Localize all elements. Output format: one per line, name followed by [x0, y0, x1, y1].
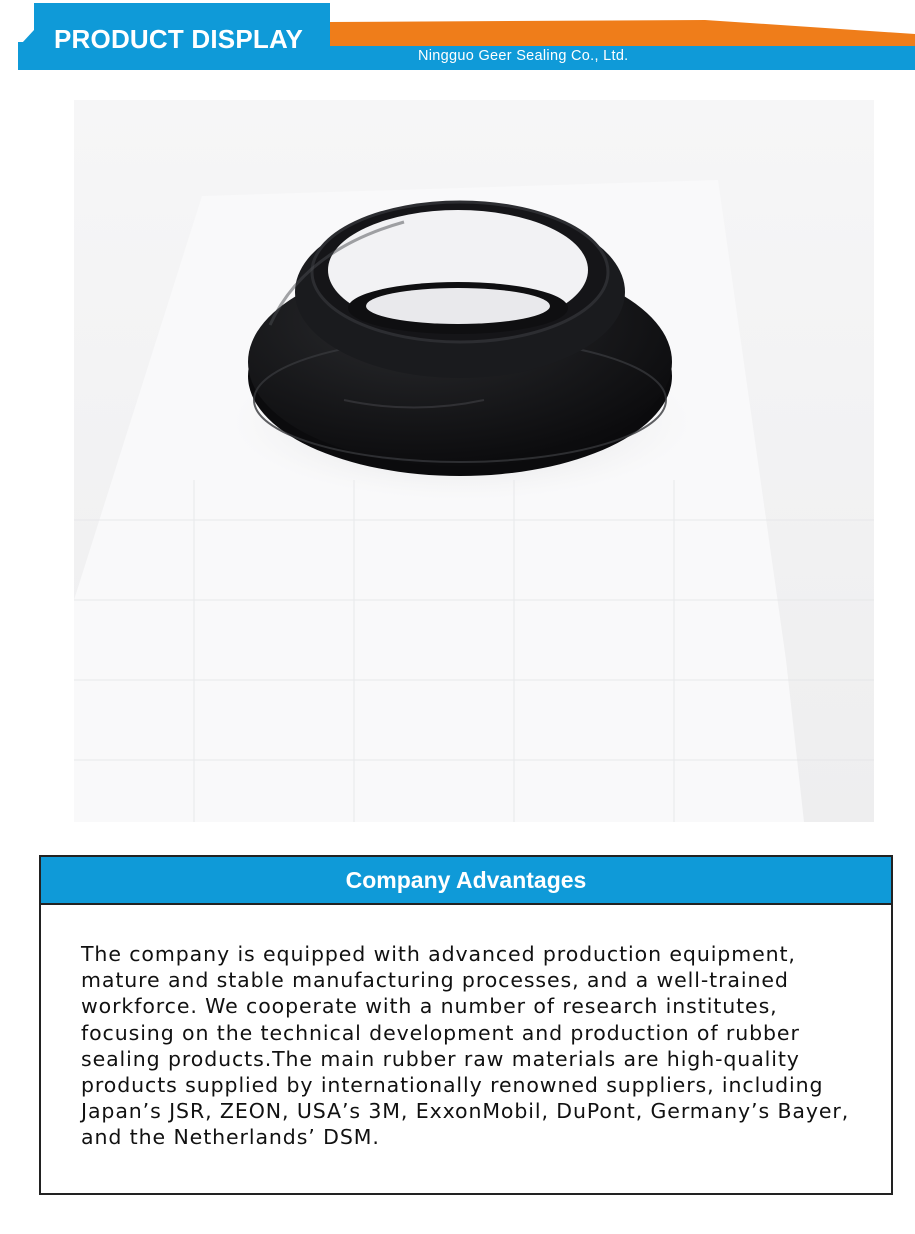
company-advantages-body: The company is equipped with advanced production equipment, mature and stable manufacturing processes, and a well-trained workforce. We cooperate with a number of research institutes, focusing on the technical development and production of rubber sealing products.The main rubber raw materials are high-quality products supplied by internationally renowned suppliers, including Japan’s JSR, ZEON, USA’s 3M, ExxonMobil, DuPont, Germany’s Bayer, and the Netherlands’ DSM. — [81, 942, 850, 1150]
company-advantages-title: Company Advantages — [345, 866, 587, 893]
company-name: Ningguo Geer Sealing Co., Ltd. — [418, 48, 629, 64]
banner-orange-stripe — [330, 20, 915, 46]
rubber-seal-ring-icon — [74, 100, 874, 822]
company-advantages-panel — [39, 855, 893, 1195]
banner-left-triangle — [22, 30, 34, 43]
product-photo — [74, 100, 874, 822]
page-title: PRODUCT DISPLAY — [54, 24, 304, 54]
company-advantages-header — [41, 857, 891, 905]
banner — [0, 0, 915, 80]
